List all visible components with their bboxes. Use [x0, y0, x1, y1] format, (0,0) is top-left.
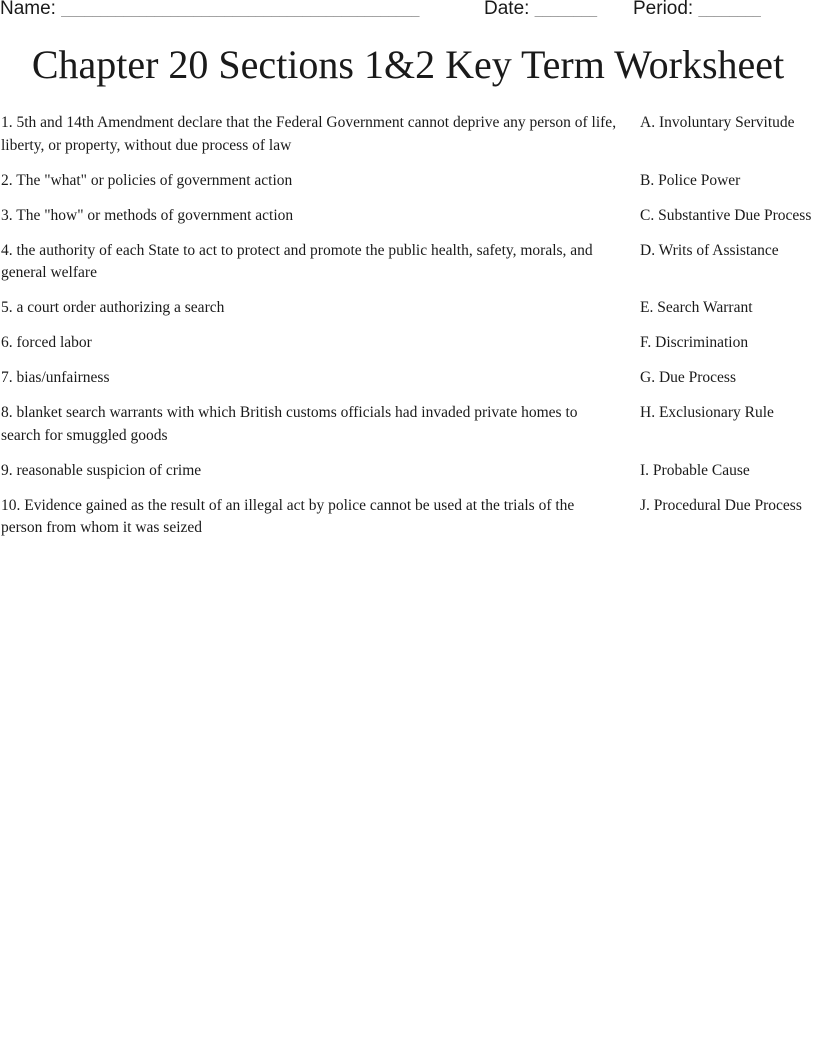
- term-j: J. Procedural Due Process: [640, 496, 802, 514]
- matching-row-5: [0, 297, 816, 320]
- student-info-header: [0, 0, 816, 22]
- period-blank-line[interactable]: ________: [698, 1, 761, 17]
- period-field[interactable]: [633, 0, 761, 20]
- name-field[interactable]: [0, 0, 419, 20]
- date-label: Date:: [484, 0, 530, 19]
- matching-row-10: [0, 495, 816, 540]
- definition-7: 7. bias/unfairness: [1, 369, 110, 386]
- term-e: E. Search Warrant: [640, 299, 753, 316]
- date-field[interactable]: [484, 0, 597, 20]
- name-label: Name:: [0, 0, 56, 19]
- matching-row-8: [0, 402, 816, 447]
- matching-row-6: [0, 332, 816, 355]
- term-h: H. Exclusionary Rule: [640, 404, 774, 421]
- term-f: F. Discrimination: [640, 334, 749, 351]
- name-blank-line[interactable]: ______________________________________________: [61, 1, 420, 17]
- definition-1: 1. 5th and 14th Amendment declare that the Federal Government cannot deprive any person of life, liberty, or property, without due process of law: [1, 114, 617, 154]
- term-d: D. Writs of Assistance: [640, 241, 779, 259]
- term-c: C. Substantive Due Process: [640, 206, 812, 224]
- matching-row-7: [0, 367, 816, 390]
- term-g: G. Due Process: [640, 369, 736, 386]
- term-i: I. Probable Cause: [640, 461, 750, 479]
- definition-9: 9. reasonable suspicion of crime: [1, 461, 202, 479]
- date-blank-line[interactable]: ________: [534, 1, 597, 17]
- matching-list: [0, 112, 816, 540]
- definition-10: 10. Evidence gained as the result of an illegal act by police cannot be used at the trials of the person from whom it was seized: [1, 496, 575, 536]
- definition-3: 3. The "how" or methods of government action: [1, 206, 294, 224]
- definition-5: 5. a court order authorizing a search: [1, 299, 225, 316]
- matching-row-4: [0, 240, 816, 285]
- worksheet-title: Chapter 20 Sections 1&2 Key Term Worksheet: [31, 42, 785, 87]
- definition-2: 2. The "what" or policies of government action: [1, 171, 293, 189]
- matching-row-9: [0, 460, 816, 483]
- matching-row-3: [0, 205, 816, 228]
- matching-row-1: [0, 112, 816, 157]
- term-b: B. Police Power: [640, 171, 741, 189]
- definition-8: 8. blanket search warrants with which British customs officials had invaded private homes to search for smuggled goods: [1, 404, 578, 444]
- matching-row-2: [0, 170, 816, 193]
- period-label: Period:: [633, 0, 694, 19]
- definition-4: 4. the authority of each State to act to protect and promote the public health, safety, morals, and general welfare: [1, 241, 593, 281]
- term-a: A. Involuntary Servitude: [640, 114, 795, 131]
- definition-6: 6. forced labor: [1, 334, 92, 351]
